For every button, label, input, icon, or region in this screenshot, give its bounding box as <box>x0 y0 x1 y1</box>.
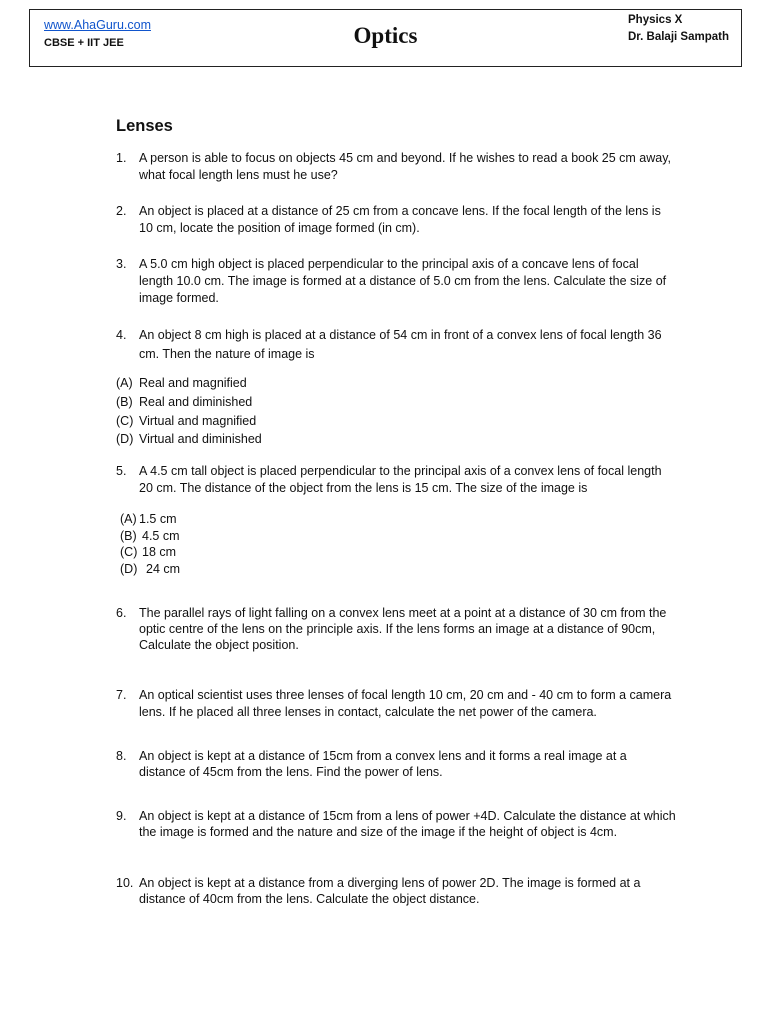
option-item <box>120 561 180 578</box>
document-title: Optics <box>353 23 418 48</box>
option-text: Real and diminished <box>139 395 253 409</box>
question-text: An object is placed at a distance of 25 cm from a concave lens. If the focal length of the lens is 10 cm, locate the position of image formed (in cm). <box>139 204 661 235</box>
question-text: An object is kept at a distance from a diverging lens of power 2D. The image is formed at a distance of 40cm from the lens. Calculate the object distance. <box>139 876 641 906</box>
question-5 <box>116 463 676 497</box>
question-7 <box>116 687 676 721</box>
option-text: 24 cm <box>146 562 181 576</box>
option-text: 18 cm <box>142 545 177 559</box>
question-number: 2. <box>116 204 127 218</box>
question-text: An optical scientist uses three lenses of focal length 10 cm, 20 cm and - 40 cm to form a camera lens. If he placed all three lenses in contact, calculate the net power of the camera. <box>139 688 672 719</box>
site-link[interactable]: www.AhaGuru.com <box>44 18 151 32</box>
question-number: 4. <box>116 328 127 342</box>
page-header <box>29 9 742 67</box>
question-text: A person is able to focus on objects 45 cm and beyond. If he wishes to read a book 25 cm away, what focal length lens must he use? <box>139 151 672 182</box>
option-item <box>116 394 252 411</box>
question-8 <box>116 748 676 780</box>
question-number: 5. <box>116 464 127 478</box>
option-item <box>120 511 177 528</box>
subject-label: Physics X <box>628 14 683 26</box>
option-label: (B) <box>120 529 137 543</box>
question-text: An object 8 cm high is placed at a distance of 54 cm in front of a convex lens of focal length 36 cm. Then the nature of image is <box>139 328 662 361</box>
option-label: (D) <box>120 562 138 576</box>
option-item <box>116 431 262 448</box>
option-label: (C) <box>120 545 138 559</box>
option-label: (B) <box>116 395 133 409</box>
author-label: Dr. Balaji Sampath <box>628 31 729 43</box>
question-number: 9. <box>116 809 127 823</box>
question-text: The parallel rays of light falling on a convex lens meet at a point at a distance of 30 cm from the optic centre of the lens on the principle axis. If the lens forms an image at a distance of 90cm, Calculate the object position. <box>139 606 667 652</box>
option-item <box>120 528 180 545</box>
question-text: A 4.5 cm tall object is placed perpendicular to the principal axis of a convex lens of focal length 20 cm. The distance of the object from the lens is 15 cm. The size of the image is <box>139 464 662 495</box>
question-10 <box>116 875 676 907</box>
question-2 <box>116 203 676 237</box>
option-text: 4.5 cm <box>142 529 180 543</box>
question-number: 10. <box>116 876 134 890</box>
option-item <box>120 544 176 561</box>
option-label: (D) <box>116 432 134 446</box>
question-6 <box>116 605 676 653</box>
option-text: Virtual and magnified <box>139 414 257 428</box>
question-number: 3. <box>116 257 127 271</box>
question-text: An object is kept at a distance of 15cm from a lens of power +4D. Calculate the distance at which the image is formed and the nature and size of the image if the height of object is 4cm. <box>139 809 676 839</box>
question-number: 1. <box>116 151 127 165</box>
option-label: (C) <box>116 414 134 428</box>
question-4 <box>116 326 676 364</box>
option-label: (A) <box>120 512 137 526</box>
question-number: 7. <box>116 688 127 702</box>
option-item <box>116 375 247 392</box>
option-text: 1.5 cm <box>139 512 177 526</box>
question-1 <box>116 150 676 184</box>
question-number: 8. <box>116 749 127 763</box>
board-label: CBSE + IIT JEE <box>44 37 124 49</box>
option-label: (A) <box>116 376 133 390</box>
question-text: A 5.0 cm high object is placed perpendicular to the principal axis of a concave lens of focal length 10.0 cm. The image is formed at a distance of 5.0 cm from the lens. Calculate the size of image formed. <box>139 257 667 305</box>
question-9 <box>116 808 676 840</box>
section-heading: Lenses <box>116 117 173 135</box>
question-number: 6. <box>116 606 127 620</box>
option-item <box>116 413 256 430</box>
question-3 <box>116 256 676 307</box>
option-text: Real and magnified <box>139 376 247 390</box>
question-text: An object is kept at a distance of 15cm from a convex lens and it forms a real image at a distance of 45cm from the lens. Find the power of lens. <box>139 749 627 779</box>
option-text: Virtual and diminished <box>139 432 262 446</box>
